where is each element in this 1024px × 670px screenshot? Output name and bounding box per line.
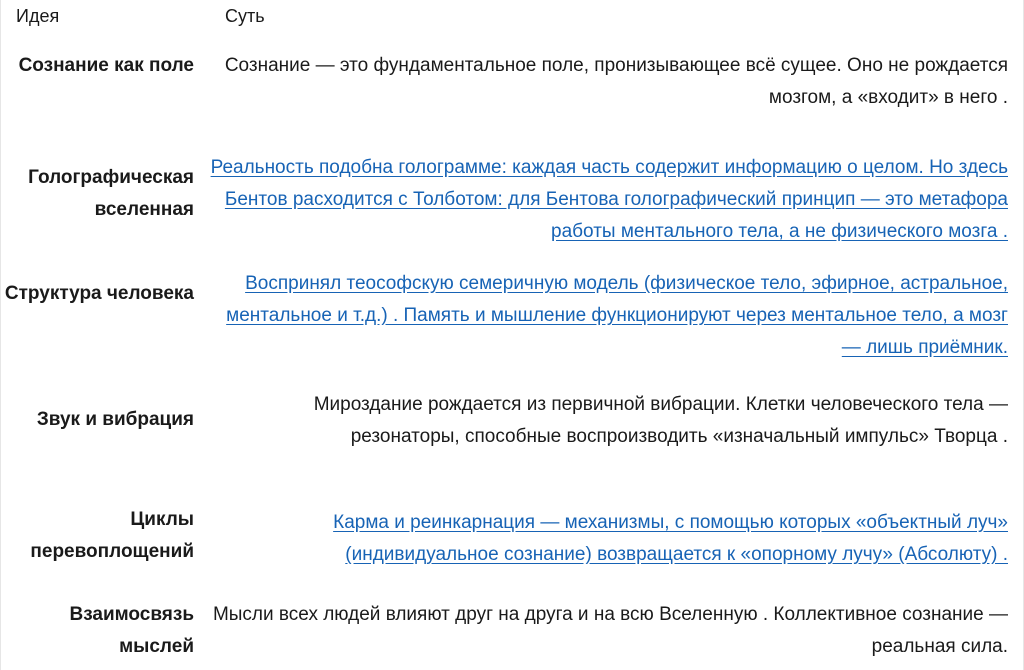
gist-link-text[interactable]: Воспринял теософскую семеричную модель (физическое тело, эфирное, астральное, ментальное и т.д.) . Память и мышление функционируют через ментальное тело, а мозг — лишь приёмник. bbox=[226, 273, 1008, 358]
gist-link-cell[interactable] bbox=[205, 268, 1008, 364]
idea-cell: Звук и вибрация bbox=[36, 409, 194, 430]
idea-cell: Структура человека bbox=[4, 283, 194, 304]
gist-cell: Сознание — это фундаментальное поле, пронизывающее всё сущее. Оно не рождается мозгом, а «входит» в него . bbox=[224, 55, 1008, 108]
table-left-border bbox=[0, 0, 1, 670]
gist-link-cell[interactable] bbox=[205, 507, 1008, 571]
column-header-gist: Суть bbox=[225, 6, 265, 26]
table-header bbox=[0, 6, 1024, 32]
idea-cell: Циклы перевоплощений bbox=[30, 509, 194, 562]
gist-link-cell[interactable] bbox=[205, 152, 1008, 248]
gist-cell: Мысли всех людей влияют друг на друга и на всю Вселенную . Коллективное сознание — реальная сила. bbox=[212, 604, 1008, 657]
idea-cell: Взаимосвязь мыслей bbox=[69, 604, 194, 657]
idea-cell: Голографическая вселенная bbox=[28, 167, 194, 220]
gist-link-text[interactable]: Карма и реинкарнация — механизмы, с помощью которых «объектный луч» (индивидуальное сознание) возвращается к «опорному лучу» (Абсолюту) . bbox=[333, 512, 1008, 565]
column-header-idea: Идея bbox=[16, 6, 60, 26]
gist-cell: Мироздание рождается из первичной вибрации. Клетки человеческого тела — резонаторы, способные воспроизводить «изначальный импульс» Творца . bbox=[313, 394, 1008, 447]
gist-link-text[interactable]: Реальность подобна голограмме: каждая часть содержит информацию о целом. Но здесь Бентов расходится с Толботом: для Бентова голографический принцип — это метафора работы ментального тела, а не физического мозга . bbox=[210, 157, 1008, 242]
idea-cell: Сознание как поле bbox=[18, 55, 194, 76]
